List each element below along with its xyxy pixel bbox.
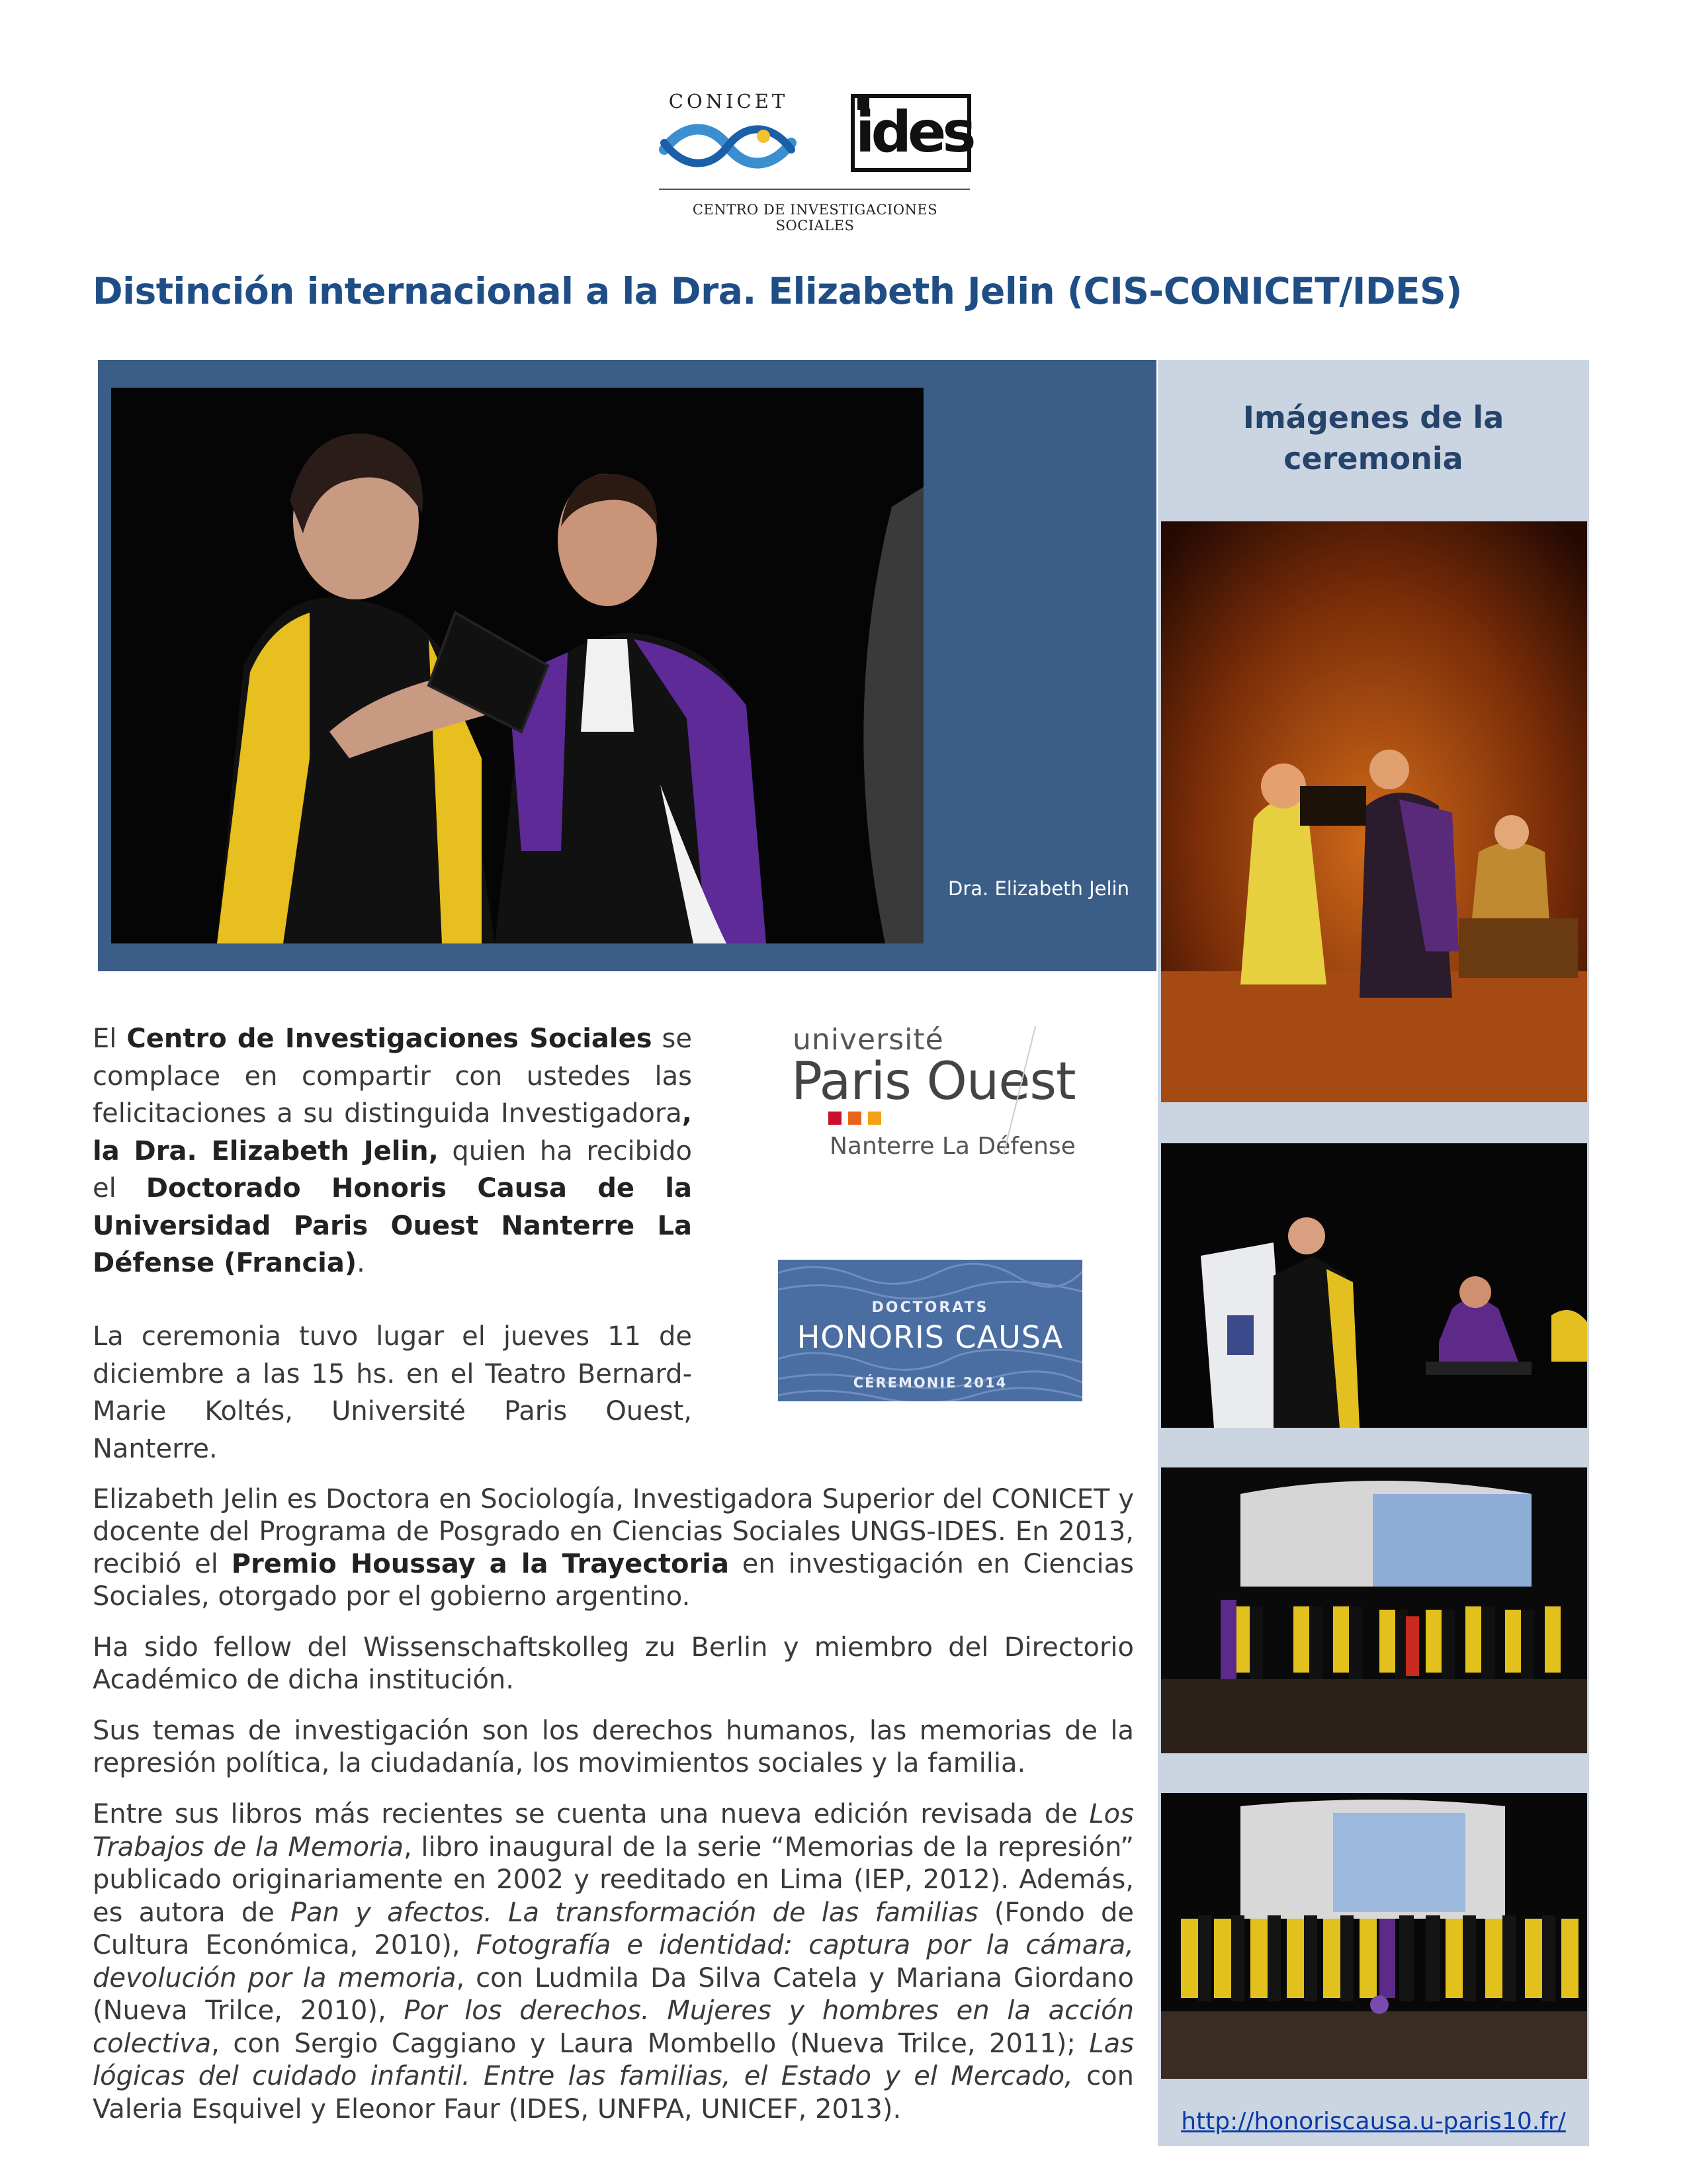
text-run: Premio Houssay a la Trayectoria [231,1549,729,1579]
honoris-causa-link[interactable]: http://honoriscausa.u-paris10.fr/ [1181,2108,1566,2135]
sidebar-heading: Imágenes de la ceremonia [1242,400,1504,476]
bio-paragraph-3 [93,1715,1134,1780]
ceremony-photo-4 [1161,1793,1587,2079]
logo-square-orange [848,1112,861,1125]
badge-line2: HONORIS CAUSA [797,1319,1064,1355]
text-run: Elizabeth Jelin es Doctora en Sociología, Investigadora Superior del CONICET y docente del Programa de Posgrado en Ciencias Sociales UNGS-IDES. En 2013, recibió el [93,1484,1134,1579]
text-run: Ha sido fellow del Wissenschaftskolleg zu Berlin y miembro del Directorio Académico de dicha institución. [93,1632,1134,1695]
ceremony-photo-1 [1161,521,1587,1102]
text-run: El [93,1024,127,1054]
conicet-infinity-icon [658,116,798,176]
text-run: Por los derechos. Mujeres y hombres en la acción colectiva [93,1995,1134,2059]
text-run: , con Ludmila Da Silva Catela y Mariana Giordano (Nueva Trilce, 2010), [93,1962,1134,2026]
intro-paragraph-1 [93,1020,692,1282]
badge-line1: DOCTORATS [871,1299,989,1316]
text-run: Las lógicas del cuidado infantil. Entre las familias, el Estado y el Mercado, [93,2028,1134,2091]
text-run: se complace en compartir con ustedes las felicitaciones a su distinguida Investigadora [93,1024,693,1129]
badge-line3: CÉREMONIE 2014 [853,1375,1008,1391]
logo-square-red [828,1112,842,1125]
text-run: Entre sus libros más recientes se cuenta una nueva edición revisada de [93,1799,1090,1829]
text-run: la Dra. Elizabeth Jelin, [93,1135,439,1166]
text-run: quien ha recibido el [93,1135,692,1203]
header-divider [659,189,970,190]
intro-paragraph-2 [93,1318,692,1467]
text-run: , libro inaugural de la serie “Memorias de la represión” publicado originariamente en 2002 y reeditado en Lima (IEP, 2012). Además, es autora de [93,1831,1134,1928]
text-run: en investigación en Ciencias Sociales, otorgado por el gobierno argentino. [93,1549,1134,1612]
bio-paragraph-1 [93,1483,1134,1613]
text-run: Centro de Investigaciones Sociales [126,1024,652,1054]
text-run: La ceremonia tuvo lugar el jueves 11 de diciembre a las 15 hs. en el Teatro Bernard-Marie Koltés, Université Paris Ouest, Nanterre. [93,1321,692,1464]
paris-ouest-logo-line3: Nanterre La Défense [830,1133,1076,1160]
text-run: con Valeria Esquivel y Eleonor Faur (IDES, UNFPA, UNICEF, 2013). [93,2061,1134,2124]
institute-name: CENTRO DE INVESTIGACIONES SOCIALES [692,202,938,234]
text-run: , con Sergio Caggiano y Laura Mombello (Nueva Trilce, 2011); [211,2028,1090,2059]
text-run: Doctorado Honoris Causa de la Universidad Paris Ouest Nanterre La Défense (Francia) [93,1173,693,1278]
text-run: (Fondo de Cultura Económica, 2010), [93,1897,1134,1960]
text-run: Sus temas de investigación son los derechos humanos, las memorias de la represión política, la ciudadanía, los movimientos sociales y la familia. [93,1716,1134,1778]
text-run: , [681,1098,692,1129]
conicet-logo-text: CONICET [668,90,789,112]
bio-paragraph-4 [93,1798,1134,2126]
paris-ouest-logo-line2: Paris Ouest [791,1052,1076,1112]
bio-paragraph-2 [93,1632,1134,1696]
hero-photo [111,388,924,943]
text-run: Los Trabajos de la Memoria [93,1799,1134,1862]
ceremony-photo-2 [1161,1143,1587,1428]
page-title: Distinción internacional a la Dra. Elizabeth Jelin (CIS-CONICET/IDES) [93,270,1462,312]
text-run: Fotografía e identidad: captura por la cámara, devolución por la memoria [93,1930,1134,1993]
text-run: Pan y afectos. La transformación de las familias [290,1897,978,1928]
hero-caption: Dra. Elizabeth Jelin [948,877,1129,900]
paris-ouest-logo-line1: université [793,1023,944,1057]
ides-logo-text: ides [855,99,973,165]
text-run: . [357,1248,365,1278]
logo-square-yellow [868,1112,881,1125]
ceremony-photo-3 [1161,1467,1587,1753]
